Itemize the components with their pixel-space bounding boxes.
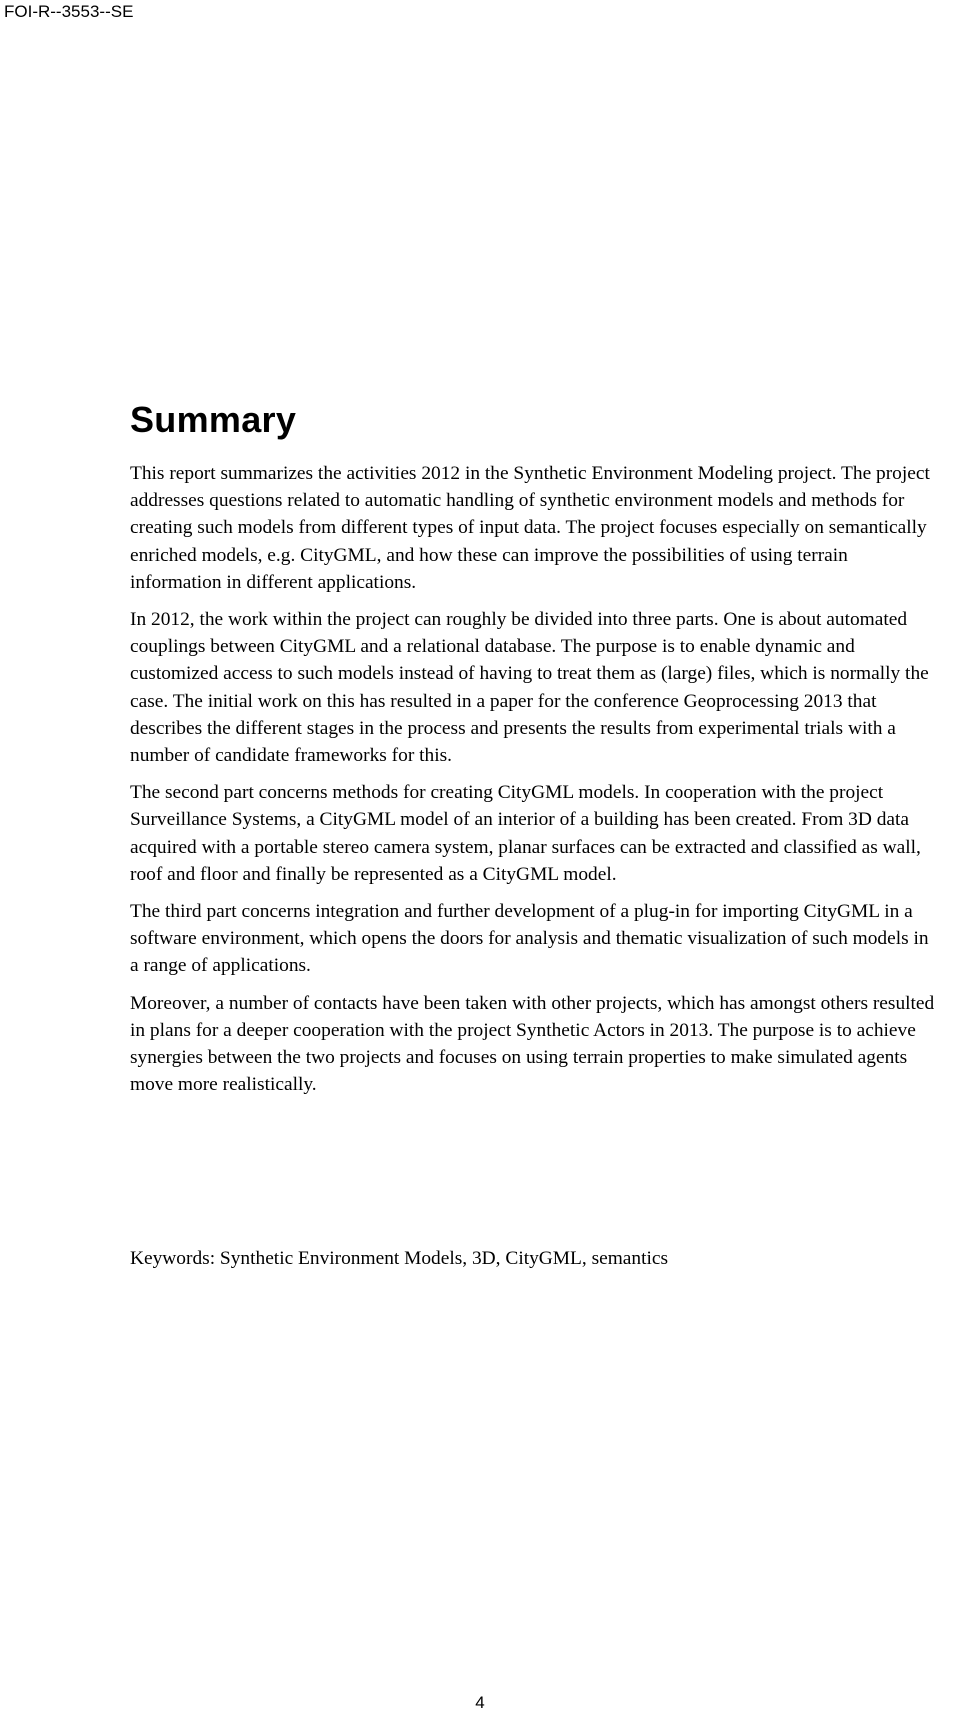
summary-section [130,398,936,1108]
summary-paragraph-4: The third part concerns integration and further development of a plug-in for importing CityGML in a software environment, which opens the doors for analysis and thematic visualization of such models in a range of applications. [130,901,929,977]
summary-paragraph-3: The second part concerns methods for creating CityGML models. In cooperation with the project Surveillance Systems, a CityGML model of an interior of a building has been created. From 3D data acquired with a portable stereo camera system, planar surfaces can be extracted and classified as wall, roof and floor and finally be represented as a CityGML model. [130,782,921,885]
page-number: 4 [475,1693,485,1712]
report-id: FOI-R--3553--SE [4,2,134,21]
keywords-line: Keywords: Synthetic Environment Models, 3D, CityGML, semantics [130,1248,669,1269]
summary-paragraph-2: In 2012, the work within the project can roughly be divided into three parts. One is about automated couplings between CityGML and a relational database. The purpose is to enable dynamic and customized access to such models instead of having to treat them as (large) files, which is normally the case. The initial work on this has resulted in a paper for the conference Geoprocessing 2013 that describes the different stages in the process and presents the results from experimental trials with a number of candidate frameworks for this. [130,609,929,767]
summary-paragraph-5: Moreover, a number of contacts have been taken with other projects, which has amongst others resulted in plans for a deeper cooperation with the project Synthetic Actors in 2013. The purpose is to achieve synergies between the two projects and focuses on using terrain properties to make simulated agents move more realistically. [130,992,935,1096]
summary-heading: Summary [130,399,297,440]
summary-paragraph-1: This report summarizes the activities 2012 in the Synthetic Environment Modeling project. The project addresses questions related to automatic handling of synthetic environment models and methods for creating such models from different types of input data. The project focuses especially on semantically enriched models, e.g. CityGML, and how these can improve the possibilities of using terrain information in different applications. [130,463,930,593]
